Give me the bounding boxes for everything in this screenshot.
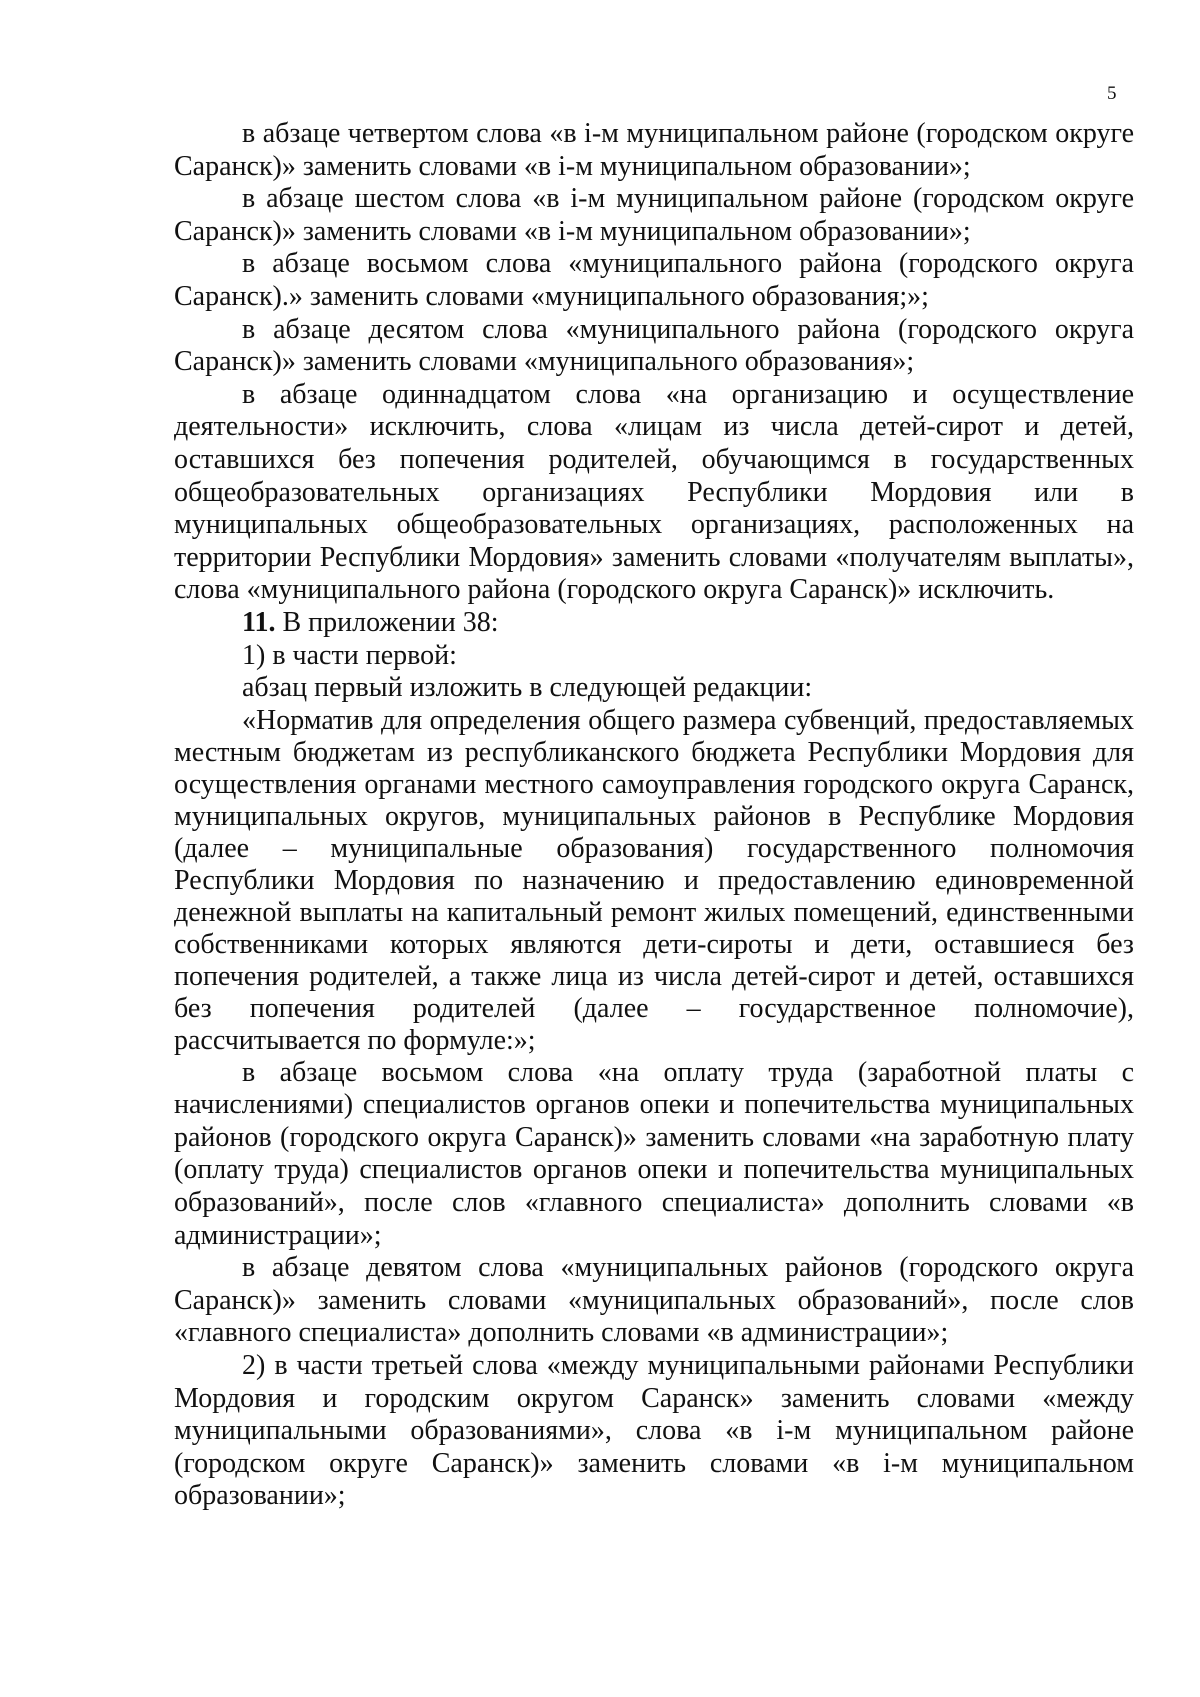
paragraph-5: в абзаце одиннадцатом слова «на организацию и осуществление деятельности» исключить, слова «лицам из числа детей-сирот и детей, оставшихся без попечения родителей, обучающимся в государственных общеобразовательных организациях Республики Мордовия или в муниципальных общеобразовательных организациях, расположенных на территории Республики Мордовия» заменить словами «получателям выплаты», слова «муниципального района (городского округа Саранск)» исключить. [174, 378, 1134, 606]
section-number: 11. [242, 606, 276, 638]
paragraph-9: в абзаце восьмом слова «на оплату труда (заработной платы с начислениями) специалистов органов опеки и попечительства муниципальных районов (городского округа Саранск)» заменить словами «на заработную плату (оплату труда) специалистов органов опеки и попечительства муниципальных образований», после слов «главного специалиста» дополнить словами «в администрации»; [174, 1056, 1134, 1251]
section-11-heading [174, 607, 1134, 640]
paragraph-4: в абзаце десятом слова «муниципального района (городского округа Саранск)» заменить словами «муниципального образования»; [174, 313, 1134, 378]
paragraph-1: в абзаце четвертом слова «в i-м муниципальном районе (городском округе Саранск)» заменить словами «в i-м муниципальном образовании»; [174, 118, 1134, 182]
subsection-1-label: 1) в части первой: [242, 639, 457, 671]
page-number: 5 [1107, 83, 1117, 104]
document-body [174, 118, 1134, 1513]
section-title: В приложении 38: [275, 606, 499, 638]
paragraph-quoted-normative: «Норматив для определения общего размера субвенций, предоставляемых местным бюджетам из республиканского бюджета Республики Мордовия для осуществления органами местного самоуправления городского округа Саранск, муниципальных округов, муниципальных районов в Республике Мордовия (далее – муниципальные образования) государственного полномочия Республики Мордовия по назначению и предоставлению единовременной денежной выплаты на капитальный ремонт жилых помещений, единственными собственниками которых являются дети-сироты и дети, оставшиеся без попечения родителей, а также лица из числа детей-сирот и детей, оставшихся без попечения родителей (далее – государственное полномочие), рассчитывается по формуле:»; [174, 704, 1134, 1056]
paragraph-3: в абзаце восьмом слова «муниципального района (городского округа Саранск).» заменить словами «муниципального образования;»; [174, 248, 1134, 312]
paragraph-2: в абзаце шестом слова «в i-м муниципальном районе (городском округе Саранск)» заменить словами «в i-м муниципальном образовании»; [174, 183, 1134, 247]
paragraph-11: 2) в части третьей слова «между муниципальными районами Республики Мордовия и городским округом Саранск» заменить словами «между муниципальными образованиями», слова «в i-м муниципальном районе (городском округе Саранск)» заменить словами «в i-м муниципальном образовании»; [174, 1350, 1134, 1512]
paragraph-10: в абзаце девятом слова «муниципальных районов (городского округа Саранск)» заменить словами «муниципальных образований», после слов «главного специалиста» дополнить словами «в администрации»; [174, 1252, 1134, 1349]
paragraph-7: абзац первый изложить в следующей редакции: [242, 672, 813, 704]
